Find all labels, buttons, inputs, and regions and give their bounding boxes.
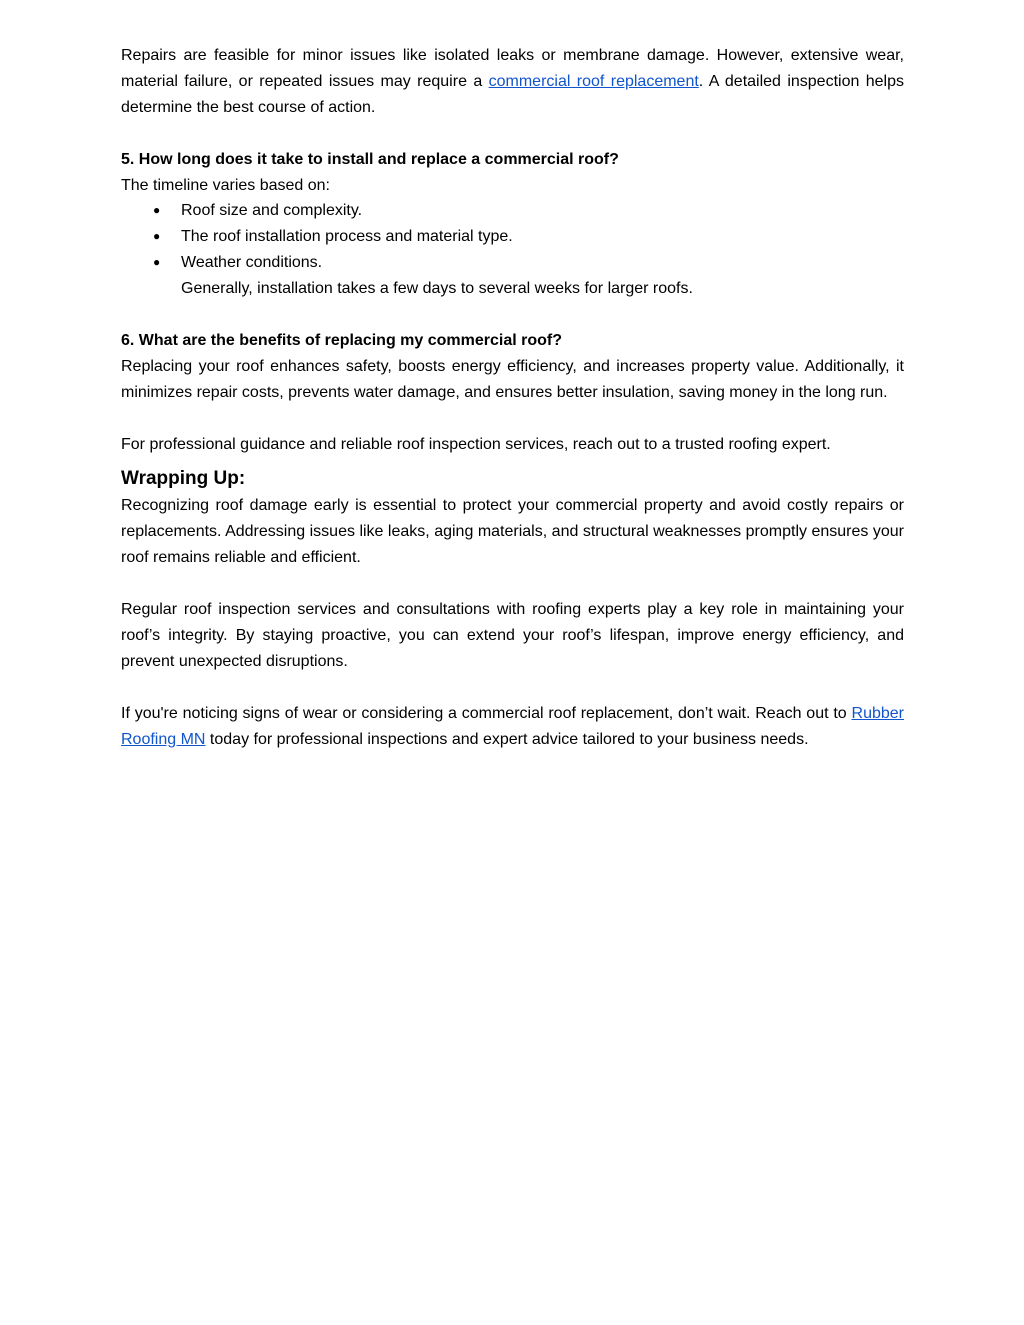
document-page (121, 43, 904, 752)
faq6-answer: Replacing your roof enhances safety, boosts energy efficiency, and increases property value. Additionally, it minimizes repair costs, prevents water damage, and ensures better insulation, saving money in the long run. (121, 357, 904, 401)
wrapping-up-heading: Wrapping Up: (121, 468, 246, 490)
spacer (121, 675, 904, 701)
spacer (121, 302, 904, 328)
wrapping-up-paragraph-1: Recognizing roof damage early is essential to protect your commercial property and avoid costly repairs or replacements. Addressing issues like leaks, aging materials, and structural weaknesses promptly ensures your roof remains reliable and efficient. (121, 497, 904, 567)
list-item (121, 198, 904, 224)
list-item (121, 224, 904, 250)
spacer (121, 121, 904, 147)
list-item (121, 250, 904, 276)
list-item-text: Weather conditions. (181, 254, 323, 272)
list-item-text: Roof size and complexity. (181, 202, 363, 220)
faq5-question: 5. How long does it take to install and replace a commercial roof? (121, 150, 619, 168)
bullet-icon: ● (153, 255, 161, 270)
wrapping-up-paragraph-2: Regular roof inspection services and consultations with roofing experts play a key role in maintaining your roof’s integrity. By staying proactive, you can extend your roof’s lifespan, improve energy efficiency, and prevent unexpected disruptions. (121, 601, 904, 670)
commercial-roof-replacement-link[interactable]: commercial roof replacement (488, 72, 699, 90)
intro-text-end: . A detailed inspection helps determine the best course of action. (121, 72, 905, 116)
rubber-roofing-mn-link[interactable]: Rubber Roofing MN (121, 704, 904, 748)
bullet-icon: ● (153, 229, 161, 244)
spacer (121, 406, 904, 432)
bullet-icon: ● (153, 203, 161, 218)
faq5-bullet-list (121, 198, 904, 276)
intro-text-start: Repairs are feasible for minor issues like isolated leaks or membrane damage. However, extensive wear, material failure, or repeated issues may require a (121, 47, 904, 90)
spacer (121, 571, 904, 597)
guidance-paragraph: For professional guidance and reliable roof inspection services, reach out to a trusted roofing expert. (121, 435, 831, 453)
faq5-lead: The timeline varies based on: (121, 176, 330, 194)
faq5-closing: Generally, installation takes a few days to several weeks for larger roofs. (181, 280, 693, 298)
paragraph-3-text-start: If you're noticing signs of wear or considering a commercial roof replacement, don’t wait. Reach out to (121, 704, 852, 722)
paragraph-3-text-end: today for professional inspections and expert advice tailored to your business needs. (205, 730, 809, 748)
wrapping-up-paragraph-3 (121, 701, 904, 753)
intro-paragraph (121, 43, 904, 121)
faq6-question: 6. What are the benefits of replacing my commercial roof? (121, 331, 562, 349)
list-item-text: The roof installation process and material type. (181, 228, 513, 246)
